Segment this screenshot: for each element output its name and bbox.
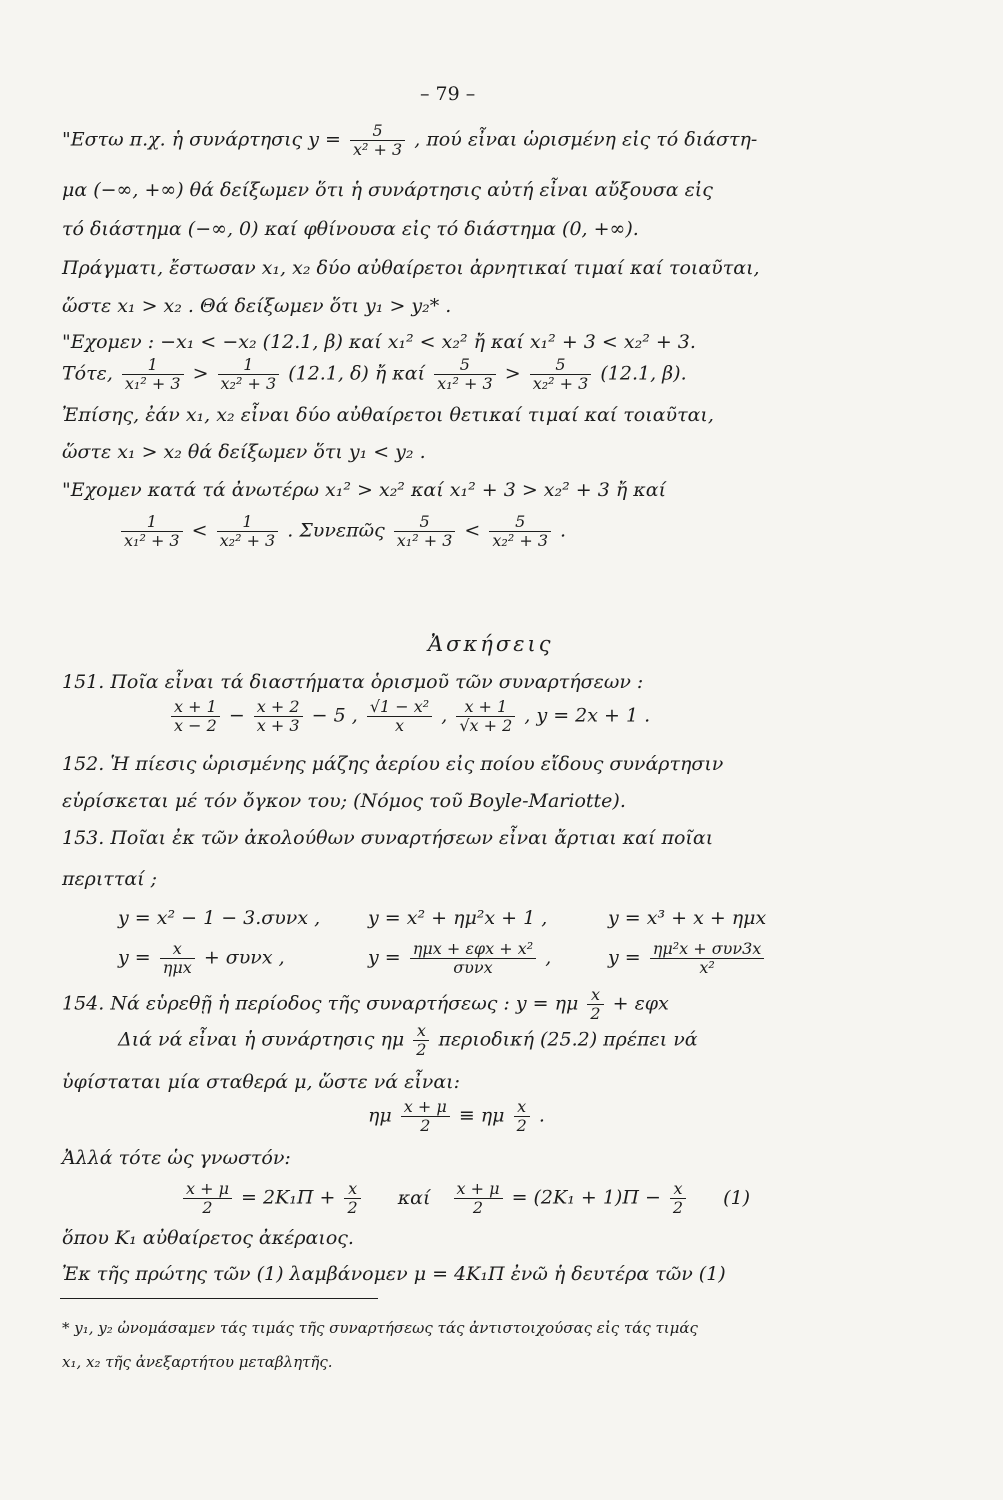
numerator: x + 1 <box>171 698 220 717</box>
numerator: 5 <box>394 513 456 532</box>
numerator: 1 <box>121 513 183 532</box>
exercise-154 <box>62 986 669 1023</box>
paragraph-line: Ἐπίσης, ἐάν x₁, x₂ εἶναι δύο αὐθαίρετοι θετικαί τιμαί καί τοιαῦται, <box>62 404 714 426</box>
text: < <box>464 519 481 542</box>
denominator: √x + 2 <box>459 716 513 735</box>
fraction <box>413 1022 429 1059</box>
paragraph-line: μα (−∞, +∞) θά δείξωμεν ὅτι ἡ συνάρτησις αὐτή εἶναι αὔξουσα εἰς <box>62 179 713 201</box>
fraction <box>489 513 551 550</box>
solution-line: ὑφίσταται μία σταθερά μ, ὥστε νά εἶναι: <box>62 1071 461 1093</box>
fraction <box>218 356 280 393</box>
numerator: x <box>670 1180 686 1199</box>
text: , <box>441 704 448 727</box>
denominator: συνx <box>453 958 493 977</box>
text: y = <box>608 946 641 969</box>
denominator: x₂² + 3 <box>532 374 589 393</box>
fraction <box>434 356 496 393</box>
numerator: x <box>413 1022 429 1041</box>
text: 154. Νά εὑρεθῇ ἡ περίοδος τῆς συναρτήσεως : y = ημ <box>62 992 579 1015</box>
numerator: x <box>587 986 603 1005</box>
text: > <box>192 362 209 385</box>
text: . <box>560 519 567 542</box>
text: < <box>191 519 208 542</box>
fraction <box>670 1180 686 1217</box>
denominator: 2 <box>672 1198 684 1217</box>
text: + συνx , <box>203 946 285 969</box>
paragraph-line: τό διάστημα (−∞, 0) καί φθίνουσα εἰς τό διάστημα (0, +∞). <box>62 218 639 240</box>
fraction <box>122 356 184 393</box>
text: (12.1, β). <box>600 362 687 385</box>
denominator: x <box>394 716 405 735</box>
solution-line: ὅπου K₁ αὐθαίρετος ἀκέραιος. <box>62 1227 354 1249</box>
solution-equation <box>180 1180 750 1217</box>
text: , <box>545 946 552 969</box>
fraction <box>350 122 405 159</box>
numerator: x + 2 <box>254 698 303 717</box>
paragraph-line: ὥστε x₁ > x₂ . Θά δείξωμεν ὅτι y₁ > y₂* . <box>62 295 452 317</box>
denominator: x² <box>699 958 715 977</box>
paragraph-line: "Εχομεν : −x₁ < −x₂ (12.1, β) καί x₁² < x₂² ἤ καί x₁² + 3 < x₂² + 3. <box>62 331 696 353</box>
denominator: 2 <box>347 1198 358 1217</box>
text: = (2K₁ + 1)Π − <box>511 1186 661 1209</box>
denominator: x₁² + 3 <box>124 531 180 550</box>
denominator: x₁² + 3 <box>437 374 493 393</box>
text: καί <box>397 1186 431 1209</box>
paragraph-line: "Εχομεν κατά τά ἀνωτέρω x₁² > x₂² καί x₁² + 3 > x₂² + 3 ἤ καί <box>62 479 667 501</box>
section-heading: Ἀσκήσεις <box>428 632 554 656</box>
denominator: x₂² + 3 <box>219 531 276 550</box>
exercise-153-row: y = x³ + x + ημx <box>608 907 767 929</box>
exercise-153-row: y = x² + ημ²x + 1 , <box>368 907 548 929</box>
solution-line: Ἀλλά τότε ὡς γνωστόν: <box>62 1147 291 1169</box>
denominator: 2 <box>202 1198 213 1217</box>
denominator: 2 <box>590 1004 601 1023</box>
fraction <box>401 1098 450 1135</box>
text: , πού εἶναι ὡρισμένη εἰς τό διάστη- <box>414 128 758 151</box>
exercise-151-functions <box>168 698 650 735</box>
exercise-153: 153. Ποῖαι ἐκ τῶν ἀκολούθων συναρτήσεων εἶναι ἄρτιαι καί ποῖαι <box>62 827 714 849</box>
denominator: x₂² + 3 <box>220 374 277 393</box>
fraction <box>456 698 515 735</box>
text: περιοδική (25.2) πρέπει νά <box>438 1028 698 1051</box>
denominator: 2 <box>516 1116 527 1135</box>
footnote: * y₁, y₂ ὠνομάσαμεν τάς τιμάς τῆς συναρτήσεως τάς ἀντιστοιχούσας εἰς τάς τιμάς <box>62 1319 698 1337</box>
fraction <box>410 940 536 977</box>
numerator: 1 <box>217 513 279 532</box>
exercise-153-row: y = x² − 1 − 3.συνx , <box>118 907 321 929</box>
text: "Εστω π.χ. ἡ συνάρτησις y = <box>62 128 341 151</box>
fraction <box>650 940 765 977</box>
paragraph-line <box>62 356 687 393</box>
denominator: x² + 3 <box>352 140 403 159</box>
text: + εφx <box>612 992 669 1015</box>
text: = 2K₁Π + <box>241 1186 336 1209</box>
equation-number: (1) <box>723 1186 751 1209</box>
denominator: 2 <box>420 1116 431 1135</box>
numerator: x <box>514 1098 530 1117</box>
exercise-152: 152. Ἡ πίεσις ὡρισμένης μάζης ἀερίου εἰς ποίου εἴδους συνάρτησιν <box>62 753 724 775</box>
denominator: x₁² + 3 <box>396 531 453 550</box>
exercise-153-row <box>368 940 551 977</box>
denominator: x₁² + 3 <box>124 374 181 393</box>
text: . <box>538 1104 545 1127</box>
exercise-153-row <box>118 940 285 977</box>
denominator: x + 3 <box>256 716 300 735</box>
exercise-152-cont: εὑρίσκεται μέ τόν ὄγκον του; (Νόμος τοῦ Boyle-Mariotte). <box>62 790 626 812</box>
numerator: x + μ <box>183 1180 232 1199</box>
denominator: 2 <box>472 1198 484 1217</box>
paragraph-line: ὥστε x₁ > x₂ θά δείξωμεν ὅτι y₁ < y₂ . <box>62 441 426 463</box>
fraction <box>454 1180 503 1217</box>
numerator: x <box>344 1180 360 1199</box>
text: , y = 2x + 1 . <box>524 704 651 727</box>
paragraph-line <box>118 513 566 550</box>
numerator: 5 <box>350 122 405 141</box>
numerator: 1 <box>122 356 184 375</box>
text: − 5 , <box>311 704 358 727</box>
footnote-rule <box>60 1298 378 1299</box>
solution-equation <box>368 1098 545 1135</box>
numerator: x <box>160 940 195 959</box>
numerator: ημ²x + συν3x <box>650 940 765 959</box>
numerator: x + μ <box>454 1180 503 1199</box>
fraction <box>121 513 183 550</box>
text: > <box>504 362 521 385</box>
text: y = <box>368 946 401 969</box>
numerator: x + 1 <box>456 698 515 717</box>
text: Διά νά εἶναι ἡ συνάρτησις ημ <box>118 1028 405 1051</box>
text: . Συνεπῶς <box>287 519 385 542</box>
numerator: x + μ <box>401 1098 450 1117</box>
numerator: 5 <box>434 356 496 375</box>
exercise-153-row <box>608 940 767 977</box>
text: Τότε, <box>62 362 113 385</box>
fraction <box>587 986 603 1023</box>
numerator: 5 <box>530 356 592 375</box>
paragraph-line: Πράγματι, ἔστωσαν x₁, x₂ δύο αὐθαίρετοι ἀρνητικαί τιμαί καί τοιαῦται, <box>62 257 760 279</box>
numerator: 1 <box>218 356 280 375</box>
denominator: x₂² + 3 <box>492 531 548 550</box>
solution-line: Ἐκ τῆς πρώτης τῶν (1) λαμβάνομεν μ = 4K₁Π ἐνῶ ἡ δευτέρα τῶν (1) <box>62 1263 726 1285</box>
fraction <box>394 513 456 550</box>
exercise-151: 151. Ποῖα εἶναι τά διαστήματα ὁρισμοῦ τῶν συναρτήσεων : <box>62 671 644 693</box>
fraction <box>160 940 195 977</box>
paragraph-line <box>62 122 757 159</box>
fraction <box>183 1180 232 1217</box>
numerator: ημx + εφx + x² <box>410 940 536 959</box>
denominator: x − 2 <box>174 716 217 735</box>
exercise-153-cont: περιτταί ; <box>62 868 158 890</box>
fraction <box>367 698 432 735</box>
fraction <box>344 1180 360 1217</box>
solution-line <box>118 1022 698 1059</box>
text: − <box>228 704 245 727</box>
fraction <box>514 1098 530 1135</box>
text: ≡ ημ <box>458 1104 505 1127</box>
denominator: ημx <box>162 958 192 977</box>
numerator: 5 <box>489 513 551 532</box>
denominator: 2 <box>416 1040 427 1059</box>
text: ημ <box>368 1104 392 1127</box>
text: y = <box>118 946 151 969</box>
page-number: – 79 – <box>420 83 476 105</box>
fraction <box>217 513 279 550</box>
fraction <box>171 698 220 735</box>
fraction <box>530 356 592 393</box>
fraction <box>254 698 303 735</box>
footnote: x₁, x₂ τῆς ἀνεξαρτήτου μεταβλητῆς. <box>62 1353 333 1371</box>
numerator: √1 − x² <box>367 698 432 717</box>
text: (12.1, δ) ἤ καί <box>288 362 426 385</box>
